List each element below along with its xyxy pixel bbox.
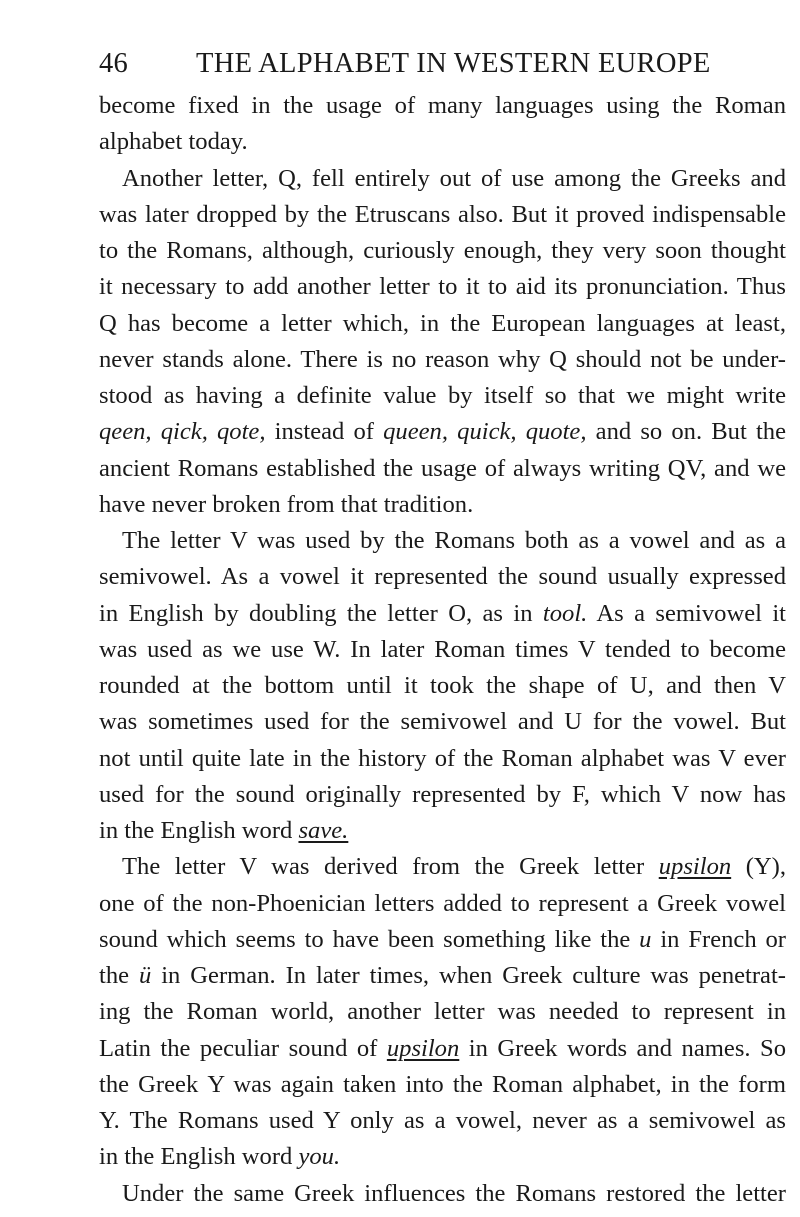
text-line: it necessary to add another letter to it to aid its pronunciation. Thus xyxy=(99,273,786,301)
text-run: in English by doubling the letter O, as in xyxy=(99,599,543,627)
text-line: the Greek Υ was again taken into the Roman alphabet, in the form xyxy=(99,1070,786,1098)
page-number: 46 xyxy=(99,48,129,79)
text-line: Y. The Romans used Y only as a vowel, never as a semivowel as xyxy=(99,1107,786,1134)
text-line xyxy=(99,1031,786,1067)
text-line: ing the Roman world, another letter was needed to represent in xyxy=(99,998,786,1026)
text-run: in German. In later times, when Greek culture was penetrat- xyxy=(151,962,786,989)
text-run: in the English word xyxy=(99,1143,299,1171)
text-run: in the English word xyxy=(99,817,299,844)
running-title: THE ALPHABET IN WESTERN EUROPE xyxy=(196,48,711,79)
text-line: alphabet today. xyxy=(99,128,248,156)
text-line: was later dropped by the Etruscans also. But it proved indispensable xyxy=(99,200,786,228)
book-page xyxy=(99,48,786,1212)
italic-word: upsilon xyxy=(658,853,732,881)
italic-word: queen, quick, quote, xyxy=(383,418,587,446)
italic-word: tool. xyxy=(542,599,588,627)
text-line xyxy=(99,922,786,958)
text-run: instead of xyxy=(265,418,384,446)
text-line: Under the same Greek influences the Romans restored the letter xyxy=(122,1179,786,1207)
text-line: used for the sound originally represented by F, which V now has xyxy=(99,780,786,808)
text-line: to the Romans, although, curiously enough, they very soon thought xyxy=(99,237,786,264)
body-text xyxy=(99,88,786,1212)
italic-word: ü xyxy=(138,962,152,989)
text-line: Another letter, Q, fell entirely out of use among the Greeks and xyxy=(122,164,786,192)
text-run: and so on. But the xyxy=(586,418,786,446)
italic-word: qeen, qick, qote, xyxy=(99,418,266,446)
text-line xyxy=(99,596,786,632)
text-line xyxy=(99,958,786,994)
running-head xyxy=(99,48,786,84)
text-run: sound which seems to have been something like the xyxy=(99,925,640,953)
text-line: never stands alone. There is no reason why Q should not be under- xyxy=(99,345,786,373)
text-run: As a semivowel it xyxy=(587,599,787,627)
text-run: (Υ), xyxy=(731,853,786,881)
italic-word: u xyxy=(639,925,652,953)
text-line xyxy=(99,414,786,450)
text-line: was used as we use W. In later Roman times V tended to become xyxy=(99,635,786,663)
text-run: in Greek words and names. So xyxy=(459,1034,786,1062)
text-run: the xyxy=(99,962,139,989)
text-line: have never broken from that tradition. xyxy=(99,490,474,518)
text-line: Q has become a letter which, in the European languages at least, xyxy=(99,309,786,337)
text-line: semivowel. As a vowel it represented the sound usually expressed xyxy=(99,563,786,591)
italic-word: upsilon xyxy=(386,1034,460,1062)
text-line: one of the non-Phoenician letters added to represent a Greek vowel xyxy=(99,889,786,917)
italic-word: save. xyxy=(298,817,349,844)
text-line: rounded at the bottom until it took the shape of U, and then V xyxy=(99,672,786,699)
text-run: in French or xyxy=(651,925,786,953)
text-line: not until quite late in the history of the Roman alphabet was V ever xyxy=(99,744,786,772)
text-line: ancient Romans established the usage of always writing QV, and we xyxy=(99,454,786,482)
italic-word: you. xyxy=(298,1143,341,1171)
text-line xyxy=(99,1139,786,1175)
text-line: was sometimes used for the semivowel and U for the vowel. But xyxy=(99,708,786,736)
text-line xyxy=(99,813,786,849)
text-run: Latin the peculiar sound of xyxy=(99,1034,387,1062)
text-line: become fixed in the usage of many languages using the Roman xyxy=(99,92,786,119)
text-line: stood as having a definite value by itself so that we might write xyxy=(99,382,786,409)
text-run: The letter V was derived from the Greek letter xyxy=(122,853,659,881)
text-line: The letter V was used by the Romans both as a vowel and as a xyxy=(122,527,786,554)
text-line xyxy=(99,849,786,885)
